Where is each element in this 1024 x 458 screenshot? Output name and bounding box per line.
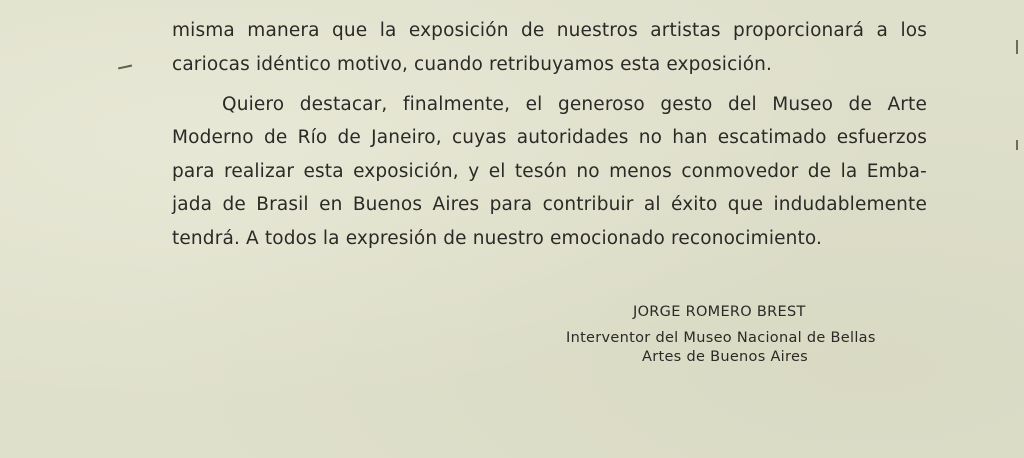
body-text-line: Quiero destacar, finalmente, el generoso gesto del Museo de Arte (222, 94, 927, 115)
signature-title-line: Interventor del Museo Nacional de Bellas (566, 330, 876, 346)
signature-title-line: Artes de Buenos Aires (642, 349, 809, 365)
body-text-line: Moderno de Río de Janeiro, cuyas autoridades no han escatimado esfuerzos (172, 127, 927, 148)
margin-mark (118, 65, 132, 69)
edge-mark (1016, 40, 1018, 54)
body-text-line: cariocas idéntico motivo, cuando retribuyamos esta exposición. (172, 54, 773, 75)
body-text-line: tendrá. A todos la expresión de nuestro emocionado reconocimiento. (172, 228, 823, 249)
body-text-line: para realizar esta exposición, y el tesón no menos conmovedor de la Emba- (172, 161, 927, 182)
signature-name: JORGE ROMERO BREST (633, 304, 806, 320)
body-text-line: jada de Brasil en Buenos Aires para contribuir al éxito que indudablemente (172, 194, 927, 215)
body-text-line: misma manera que la exposición de nuestros artistas proporcionará a los (172, 20, 927, 41)
edge-mark (1016, 140, 1018, 150)
